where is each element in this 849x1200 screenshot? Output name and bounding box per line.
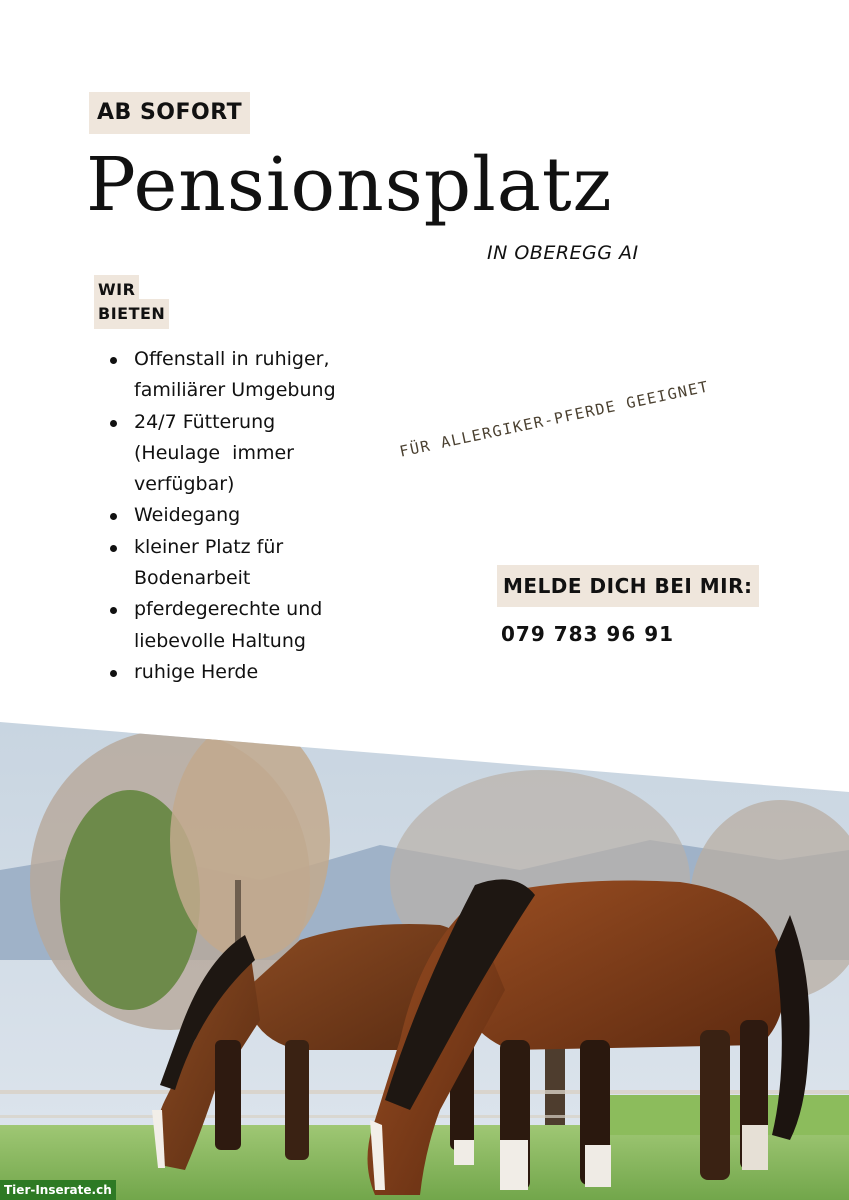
list-item: kleiner Platz für Bodenarbeit	[107, 532, 407, 595]
list-item: pferdegerechte und liebevolle Haltung	[107, 594, 407, 657]
list-item: Offenstall in ruhiger, familiärer Umgebung	[107, 344, 407, 407]
location-subtitle: IN OBEREGG AI	[487, 242, 639, 264]
availability-badge: AB SOFORT	[89, 92, 250, 134]
list-item: ruhige Herde	[107, 657, 407, 688]
offer-list	[107, 344, 407, 688]
contact-label: MELDE DICH BEI MIR:	[497, 565, 759, 607]
page-title: Pensionsplatz	[86, 142, 613, 228]
allergy-note: FÜR ALLERGIKER-PFERDE GEEIGNET	[398, 377, 711, 461]
watermark: Tier-Inserate.ch	[0, 1180, 116, 1200]
list-item: 24/7 Fütterung (Heulage immer verfügbar)	[107, 407, 407, 501]
offer-heading-line-1: WIR	[94, 275, 139, 305]
list-item: Weidegang	[107, 500, 407, 531]
phone-number[interactable]: 079 783 96 91	[501, 622, 675, 646]
offer-heading-line-2: BIETEN	[94, 299, 169, 329]
